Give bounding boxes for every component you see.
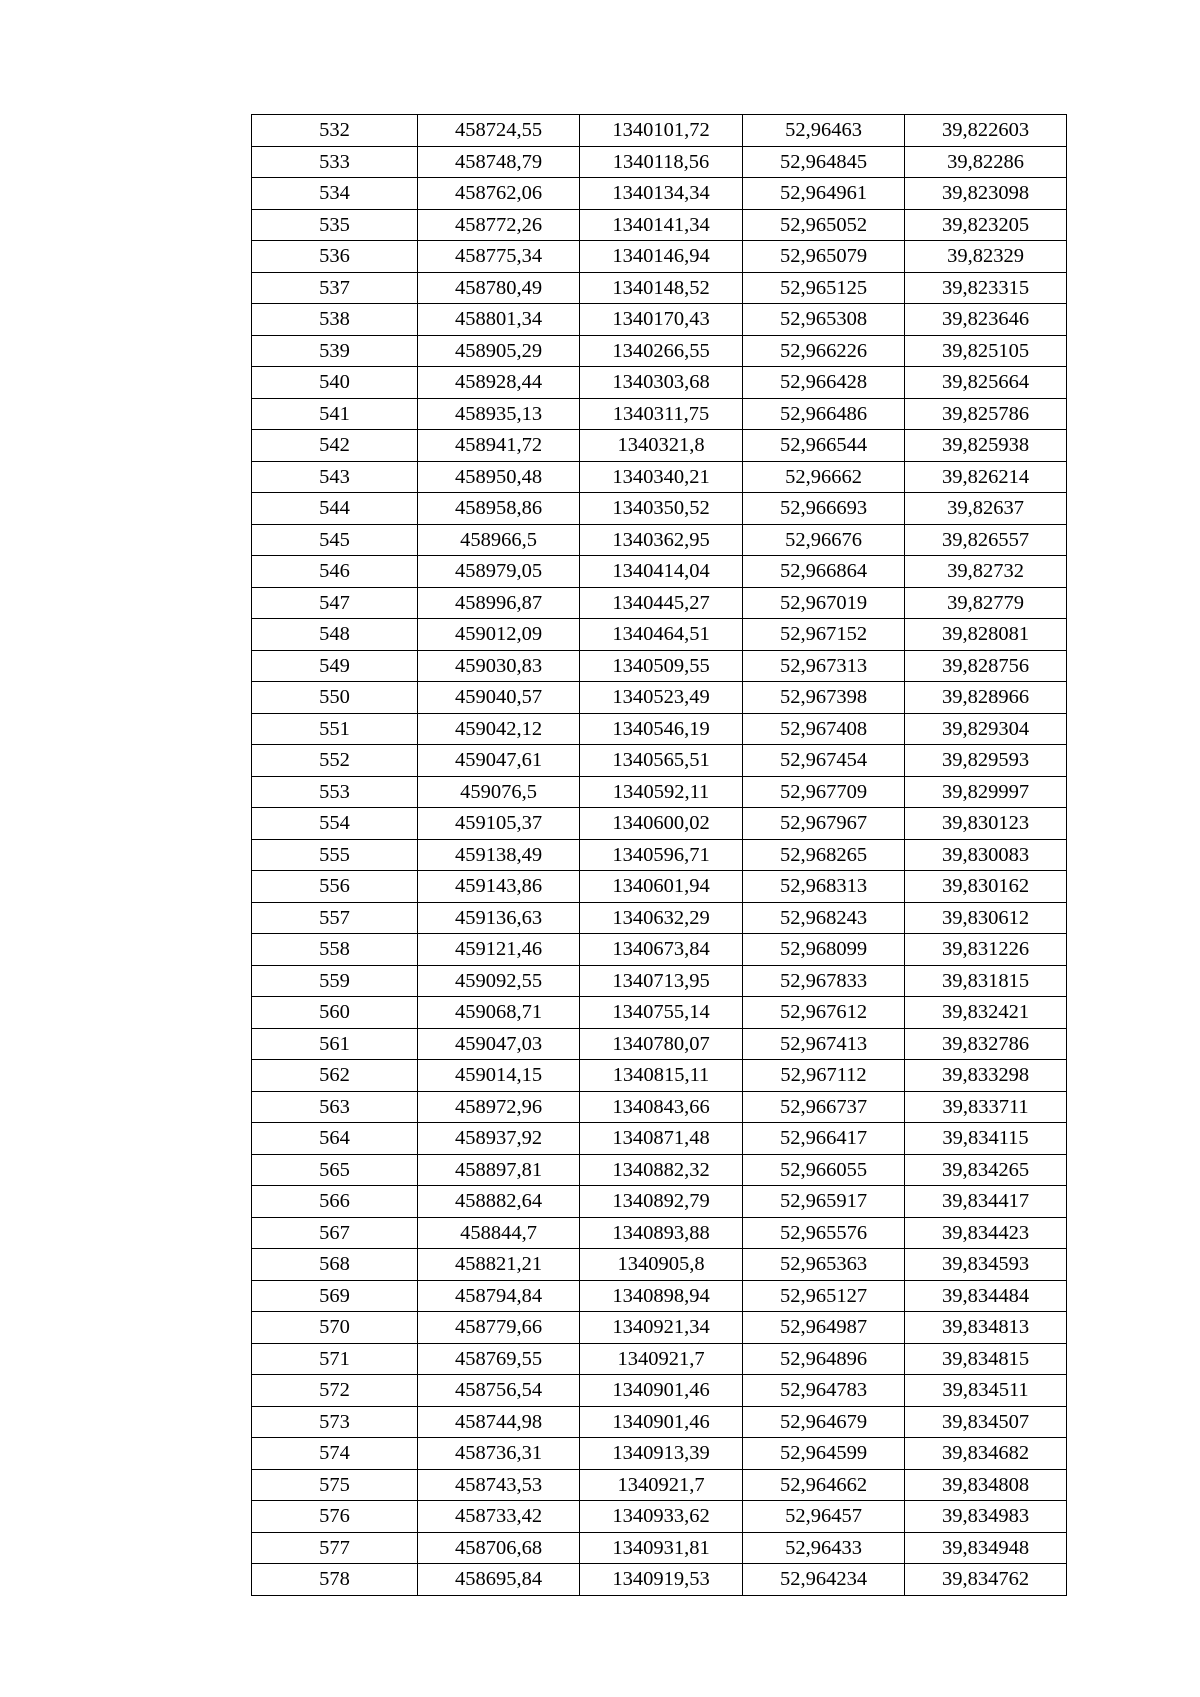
- longitude-cell: 39,82732: [905, 556, 1067, 588]
- latitude-cell: 52,96662: [743, 461, 905, 493]
- x-coordinate-cell: 458844,7: [418, 1217, 580, 1249]
- table-row: [252, 304, 1067, 336]
- x-coordinate-cell: 459136,63: [418, 902, 580, 934]
- longitude-cell: 39,834115: [905, 1123, 1067, 1155]
- x-coordinate-cell: 458966,5: [418, 524, 580, 556]
- y-coordinate-cell: 1340523,49: [580, 682, 743, 714]
- point-number-cell: 547: [252, 587, 418, 619]
- y-coordinate-cell: 1340913,39: [580, 1438, 743, 1470]
- y-coordinate-cell: 1340170,43: [580, 304, 743, 336]
- longitude-cell: 39,82637: [905, 493, 1067, 525]
- y-coordinate-cell: 1340118,56: [580, 146, 743, 178]
- point-number-cell: 566: [252, 1186, 418, 1218]
- table-row: [252, 1028, 1067, 1060]
- y-coordinate-cell: 1340843,66: [580, 1091, 743, 1123]
- table-row: [252, 1501, 1067, 1533]
- x-coordinate-cell: 458935,13: [418, 398, 580, 430]
- x-coordinate-cell: 458979,05: [418, 556, 580, 588]
- y-coordinate-cell: 1340311,75: [580, 398, 743, 430]
- latitude-cell: 52,968313: [743, 871, 905, 903]
- x-coordinate-cell: 458996,87: [418, 587, 580, 619]
- latitude-cell: 52,966544: [743, 430, 905, 462]
- latitude-cell: 52,966737: [743, 1091, 905, 1123]
- table-row: [252, 1154, 1067, 1186]
- point-number-cell: 548: [252, 619, 418, 651]
- longitude-cell: 39,834983: [905, 1501, 1067, 1533]
- latitude-cell: 52,968099: [743, 934, 905, 966]
- point-number-cell: 536: [252, 241, 418, 273]
- table-row: [252, 335, 1067, 367]
- table-row: [252, 272, 1067, 304]
- longitude-cell: 39,826214: [905, 461, 1067, 493]
- y-coordinate-cell: 1340596,71: [580, 839, 743, 871]
- table-row: [252, 493, 1067, 525]
- y-coordinate-cell: 1340445,27: [580, 587, 743, 619]
- longitude-cell: 39,834808: [905, 1469, 1067, 1501]
- x-coordinate-cell: 459121,46: [418, 934, 580, 966]
- latitude-cell: 52,967967: [743, 808, 905, 840]
- latitude-cell: 52,965127: [743, 1280, 905, 1312]
- y-coordinate-cell: 1340303,68: [580, 367, 743, 399]
- point-number-cell: 545: [252, 524, 418, 556]
- x-coordinate-cell: 458744,98: [418, 1406, 580, 1438]
- table-row: [252, 1532, 1067, 1564]
- table-row: [252, 713, 1067, 745]
- point-number-cell: 555: [252, 839, 418, 871]
- x-coordinate-cell: 458736,31: [418, 1438, 580, 1470]
- point-number-cell: 554: [252, 808, 418, 840]
- y-coordinate-cell: 1340921,7: [580, 1469, 743, 1501]
- y-coordinate-cell: 1340362,95: [580, 524, 743, 556]
- x-coordinate-cell: 458775,34: [418, 241, 580, 273]
- point-number-cell: 575: [252, 1469, 418, 1501]
- point-number-cell: 565: [252, 1154, 418, 1186]
- y-coordinate-cell: 1340755,14: [580, 997, 743, 1029]
- y-coordinate-cell: 1340134,34: [580, 178, 743, 210]
- latitude-cell: 52,967454: [743, 745, 905, 777]
- point-number-cell: 559: [252, 965, 418, 997]
- table-row: [252, 461, 1067, 493]
- y-coordinate-cell: 1340600,02: [580, 808, 743, 840]
- point-number-cell: 539: [252, 335, 418, 367]
- x-coordinate-cell: 458897,81: [418, 1154, 580, 1186]
- longitude-cell: 39,834511: [905, 1375, 1067, 1407]
- table-row: [252, 1343, 1067, 1375]
- longitude-cell: 39,823098: [905, 178, 1067, 210]
- point-number-cell: 571: [252, 1343, 418, 1375]
- latitude-cell: 52,964234: [743, 1564, 905, 1596]
- point-number-cell: 533: [252, 146, 418, 178]
- point-number-cell: 552: [252, 745, 418, 777]
- longitude-cell: 39,831815: [905, 965, 1067, 997]
- point-number-cell: 556: [252, 871, 418, 903]
- point-number-cell: 541: [252, 398, 418, 430]
- latitude-cell: 52,966428: [743, 367, 905, 399]
- longitude-cell: 39,834423: [905, 1217, 1067, 1249]
- latitude-cell: 52,965917: [743, 1186, 905, 1218]
- longitude-cell: 39,831226: [905, 934, 1067, 966]
- x-coordinate-cell: 458706,68: [418, 1532, 580, 1564]
- latitude-cell: 52,964783: [743, 1375, 905, 1407]
- longitude-cell: 39,825786: [905, 398, 1067, 430]
- longitude-cell: 39,828756: [905, 650, 1067, 682]
- x-coordinate-cell: 458779,66: [418, 1312, 580, 1344]
- latitude-cell: 52,96433: [743, 1532, 905, 1564]
- x-coordinate-cell: 459138,49: [418, 839, 580, 871]
- y-coordinate-cell: 1340632,29: [580, 902, 743, 934]
- longitude-cell: 39,825105: [905, 335, 1067, 367]
- longitude-cell: 39,832421: [905, 997, 1067, 1029]
- table-row: [252, 115, 1067, 147]
- y-coordinate-cell: 1340901,46: [580, 1375, 743, 1407]
- x-coordinate-cell: 458972,96: [418, 1091, 580, 1123]
- latitude-cell: 52,964662: [743, 1469, 905, 1501]
- y-coordinate-cell: 1340905,8: [580, 1249, 743, 1281]
- latitude-cell: 52,965308: [743, 304, 905, 336]
- x-coordinate-cell: 458743,53: [418, 1469, 580, 1501]
- latitude-cell: 52,967413: [743, 1028, 905, 1060]
- longitude-cell: 39,82329: [905, 241, 1067, 273]
- table-row: [252, 934, 1067, 966]
- point-number-cell: 537: [252, 272, 418, 304]
- longitude-cell: 39,825938: [905, 430, 1067, 462]
- latitude-cell: 52,964961: [743, 178, 905, 210]
- x-coordinate-cell: 458769,55: [418, 1343, 580, 1375]
- y-coordinate-cell: 1340919,53: [580, 1564, 743, 1596]
- y-coordinate-cell: 1340414,04: [580, 556, 743, 588]
- table-row: [252, 1469, 1067, 1501]
- table-row: [252, 997, 1067, 1029]
- point-number-cell: 576: [252, 1501, 418, 1533]
- y-coordinate-cell: 1340921,7: [580, 1343, 743, 1375]
- longitude-cell: 39,82286: [905, 146, 1067, 178]
- longitude-cell: 39,834265: [905, 1154, 1067, 1186]
- table-row: [252, 587, 1067, 619]
- y-coordinate-cell: 1340340,21: [580, 461, 743, 493]
- point-number-cell: 572: [252, 1375, 418, 1407]
- longitude-cell: 39,823315: [905, 272, 1067, 304]
- x-coordinate-cell: 458780,49: [418, 272, 580, 304]
- x-coordinate-cell: 459047,03: [418, 1028, 580, 1060]
- y-coordinate-cell: 1340509,55: [580, 650, 743, 682]
- longitude-cell: 39,823205: [905, 209, 1067, 241]
- y-coordinate-cell: 1340933,62: [580, 1501, 743, 1533]
- latitude-cell: 52,967612: [743, 997, 905, 1029]
- table-row: [252, 430, 1067, 462]
- x-coordinate-cell: 459092,55: [418, 965, 580, 997]
- point-number-cell: 569: [252, 1280, 418, 1312]
- y-coordinate-cell: 1340893,88: [580, 1217, 743, 1249]
- x-coordinate-cell: 459143,86: [418, 871, 580, 903]
- longitude-cell: 39,828081: [905, 619, 1067, 651]
- table-row: [252, 1438, 1067, 1470]
- longitude-cell: 39,834593: [905, 1249, 1067, 1281]
- longitude-cell: 39,829997: [905, 776, 1067, 808]
- longitude-cell: 39,829304: [905, 713, 1067, 745]
- y-coordinate-cell: 1340901,46: [580, 1406, 743, 1438]
- point-number-cell: 543: [252, 461, 418, 493]
- table-row: [252, 1406, 1067, 1438]
- latitude-cell: 52,967152: [743, 619, 905, 651]
- table-row: [252, 1091, 1067, 1123]
- latitude-cell: 52,965576: [743, 1217, 905, 1249]
- point-number-cell: 574: [252, 1438, 418, 1470]
- table-row: [252, 209, 1067, 241]
- table-row: [252, 619, 1067, 651]
- y-coordinate-cell: 1340546,19: [580, 713, 743, 745]
- table-body: [252, 115, 1067, 1596]
- table-row: [252, 178, 1067, 210]
- table-row: [252, 524, 1067, 556]
- x-coordinate-cell: 459105,37: [418, 808, 580, 840]
- point-number-cell: 573: [252, 1406, 418, 1438]
- point-number-cell: 535: [252, 209, 418, 241]
- point-number-cell: 550: [252, 682, 418, 714]
- latitude-cell: 52,967833: [743, 965, 905, 997]
- table-row: [252, 1186, 1067, 1218]
- latitude-cell: 52,967019: [743, 587, 905, 619]
- table-row: [252, 1060, 1067, 1092]
- latitude-cell: 52,966417: [743, 1123, 905, 1155]
- x-coordinate-cell: 458756,54: [418, 1375, 580, 1407]
- longitude-cell: 39,82779: [905, 587, 1067, 619]
- table-row: [252, 839, 1067, 871]
- x-coordinate-cell: 458733,42: [418, 1501, 580, 1533]
- latitude-cell: 52,966055: [743, 1154, 905, 1186]
- table-row: [252, 871, 1067, 903]
- point-number-cell: 558: [252, 934, 418, 966]
- latitude-cell: 52,964987: [743, 1312, 905, 1344]
- longitude-cell: 39,828966: [905, 682, 1067, 714]
- x-coordinate-cell: 458748,79: [418, 146, 580, 178]
- longitude-cell: 39,834484: [905, 1280, 1067, 1312]
- longitude-cell: 39,826557: [905, 524, 1067, 556]
- point-number-cell: 540: [252, 367, 418, 399]
- x-coordinate-cell: 458941,72: [418, 430, 580, 462]
- x-coordinate-cell: 459014,15: [418, 1060, 580, 1092]
- table-row: [252, 146, 1067, 178]
- table-row: [252, 650, 1067, 682]
- longitude-cell: 39,834762: [905, 1564, 1067, 1596]
- x-coordinate-cell: 459047,61: [418, 745, 580, 777]
- longitude-cell: 39,830612: [905, 902, 1067, 934]
- point-number-cell: 570: [252, 1312, 418, 1344]
- latitude-cell: 52,967398: [743, 682, 905, 714]
- y-coordinate-cell: 1340882,32: [580, 1154, 743, 1186]
- x-coordinate-cell: 458794,84: [418, 1280, 580, 1312]
- latitude-cell: 52,965052: [743, 209, 905, 241]
- latitude-cell: 52,965363: [743, 1249, 905, 1281]
- table-row: [252, 556, 1067, 588]
- y-coordinate-cell: 1340464,51: [580, 619, 743, 651]
- y-coordinate-cell: 1340780,07: [580, 1028, 743, 1060]
- point-number-cell: 551: [252, 713, 418, 745]
- y-coordinate-cell: 1340148,52: [580, 272, 743, 304]
- longitude-cell: 39,834682: [905, 1438, 1067, 1470]
- y-coordinate-cell: 1340892,79: [580, 1186, 743, 1218]
- x-coordinate-cell: 459030,83: [418, 650, 580, 682]
- longitude-cell: 39,833711: [905, 1091, 1067, 1123]
- point-number-cell: 544: [252, 493, 418, 525]
- x-coordinate-cell: 458958,86: [418, 493, 580, 525]
- latitude-cell: 52,964845: [743, 146, 905, 178]
- latitude-cell: 52,967313: [743, 650, 905, 682]
- longitude-cell: 39,830162: [905, 871, 1067, 903]
- table-row: [252, 1123, 1067, 1155]
- point-number-cell: 568: [252, 1249, 418, 1281]
- table-row: [252, 808, 1067, 840]
- longitude-cell: 39,834417: [905, 1186, 1067, 1218]
- table-row: [252, 965, 1067, 997]
- table-row: [252, 241, 1067, 273]
- table-row: [252, 398, 1067, 430]
- x-coordinate-cell: 458801,34: [418, 304, 580, 336]
- point-number-cell: 561: [252, 1028, 418, 1060]
- x-coordinate-cell: 458928,44: [418, 367, 580, 399]
- x-coordinate-cell: 459042,12: [418, 713, 580, 745]
- latitude-cell: 52,966864: [743, 556, 905, 588]
- longitude-cell: 39,830123: [905, 808, 1067, 840]
- latitude-cell: 52,96463: [743, 115, 905, 147]
- longitude-cell: 39,823646: [905, 304, 1067, 336]
- longitude-cell: 39,830083: [905, 839, 1067, 871]
- y-coordinate-cell: 1340592,11: [580, 776, 743, 808]
- longitude-cell: 39,833298: [905, 1060, 1067, 1092]
- point-number-cell: 534: [252, 178, 418, 210]
- x-coordinate-cell: 458950,48: [418, 461, 580, 493]
- latitude-cell: 52,968243: [743, 902, 905, 934]
- x-coordinate-cell: 459040,57: [418, 682, 580, 714]
- y-coordinate-cell: 1340101,72: [580, 115, 743, 147]
- latitude-cell: 52,964599: [743, 1438, 905, 1470]
- point-number-cell: 553: [252, 776, 418, 808]
- y-coordinate-cell: 1340565,51: [580, 745, 743, 777]
- x-coordinate-cell: 458882,64: [418, 1186, 580, 1218]
- latitude-cell: 52,967709: [743, 776, 905, 808]
- latitude-cell: 52,967408: [743, 713, 905, 745]
- point-number-cell: 560: [252, 997, 418, 1029]
- latitude-cell: 52,966226: [743, 335, 905, 367]
- point-number-cell: 557: [252, 902, 418, 934]
- latitude-cell: 52,968265: [743, 839, 905, 871]
- latitude-cell: 52,965125: [743, 272, 905, 304]
- point-number-cell: 538: [252, 304, 418, 336]
- y-coordinate-cell: 1340871,48: [580, 1123, 743, 1155]
- x-coordinate-cell: 459076,5: [418, 776, 580, 808]
- point-number-cell: 577: [252, 1532, 418, 1564]
- y-coordinate-cell: 1340141,34: [580, 209, 743, 241]
- table-row: [252, 1312, 1067, 1344]
- longitude-cell: 39,829593: [905, 745, 1067, 777]
- table-row: [252, 1217, 1067, 1249]
- x-coordinate-cell: 459068,71: [418, 997, 580, 1029]
- point-number-cell: 563: [252, 1091, 418, 1123]
- table-row: [252, 902, 1067, 934]
- y-coordinate-cell: 1340931,81: [580, 1532, 743, 1564]
- latitude-cell: 52,964679: [743, 1406, 905, 1438]
- latitude-cell: 52,964896: [743, 1343, 905, 1375]
- latitude-cell: 52,967112: [743, 1060, 905, 1092]
- point-number-cell: 578: [252, 1564, 418, 1596]
- x-coordinate-cell: 459012,09: [418, 619, 580, 651]
- x-coordinate-cell: 458905,29: [418, 335, 580, 367]
- y-coordinate-cell: 1340146,94: [580, 241, 743, 273]
- longitude-cell: 39,822603: [905, 115, 1067, 147]
- coordinates-table: [251, 114, 1067, 1596]
- point-number-cell: 542: [252, 430, 418, 462]
- table-row: [252, 745, 1067, 777]
- table-row: [252, 1280, 1067, 1312]
- y-coordinate-cell: 1340350,52: [580, 493, 743, 525]
- longitude-cell: 39,834507: [905, 1406, 1067, 1438]
- table-row: [252, 682, 1067, 714]
- table-row: [252, 776, 1067, 808]
- table-row: [252, 1249, 1067, 1281]
- x-coordinate-cell: 458762,06: [418, 178, 580, 210]
- y-coordinate-cell: 1340321,8: [580, 430, 743, 462]
- point-number-cell: 549: [252, 650, 418, 682]
- y-coordinate-cell: 1340601,94: [580, 871, 743, 903]
- y-coordinate-cell: 1340815,11: [580, 1060, 743, 1092]
- x-coordinate-cell: 458695,84: [418, 1564, 580, 1596]
- table-row: [252, 367, 1067, 399]
- longitude-cell: 39,832786: [905, 1028, 1067, 1060]
- longitude-cell: 39,834813: [905, 1312, 1067, 1344]
- y-coordinate-cell: 1340713,95: [580, 965, 743, 997]
- latitude-cell: 52,96457: [743, 1501, 905, 1533]
- y-coordinate-cell: 1340266,55: [580, 335, 743, 367]
- x-coordinate-cell: 458937,92: [418, 1123, 580, 1155]
- table-row: [252, 1564, 1067, 1596]
- point-number-cell: 532: [252, 115, 418, 147]
- x-coordinate-cell: 458724,55: [418, 115, 580, 147]
- longitude-cell: 39,834815: [905, 1343, 1067, 1375]
- y-coordinate-cell: 1340921,34: [580, 1312, 743, 1344]
- x-coordinate-cell: 458821,21: [418, 1249, 580, 1281]
- table-row: [252, 1375, 1067, 1407]
- point-number-cell: 546: [252, 556, 418, 588]
- latitude-cell: 52,96676: [743, 524, 905, 556]
- latitude-cell: 52,965079: [743, 241, 905, 273]
- latitude-cell: 52,966693: [743, 493, 905, 525]
- x-coordinate-cell: 458772,26: [418, 209, 580, 241]
- point-number-cell: 564: [252, 1123, 418, 1155]
- longitude-cell: 39,825664: [905, 367, 1067, 399]
- y-coordinate-cell: 1340898,94: [580, 1280, 743, 1312]
- point-number-cell: 567: [252, 1217, 418, 1249]
- latitude-cell: 52,966486: [743, 398, 905, 430]
- point-number-cell: 562: [252, 1060, 418, 1092]
- y-coordinate-cell: 1340673,84: [580, 934, 743, 966]
- longitude-cell: 39,834948: [905, 1532, 1067, 1564]
